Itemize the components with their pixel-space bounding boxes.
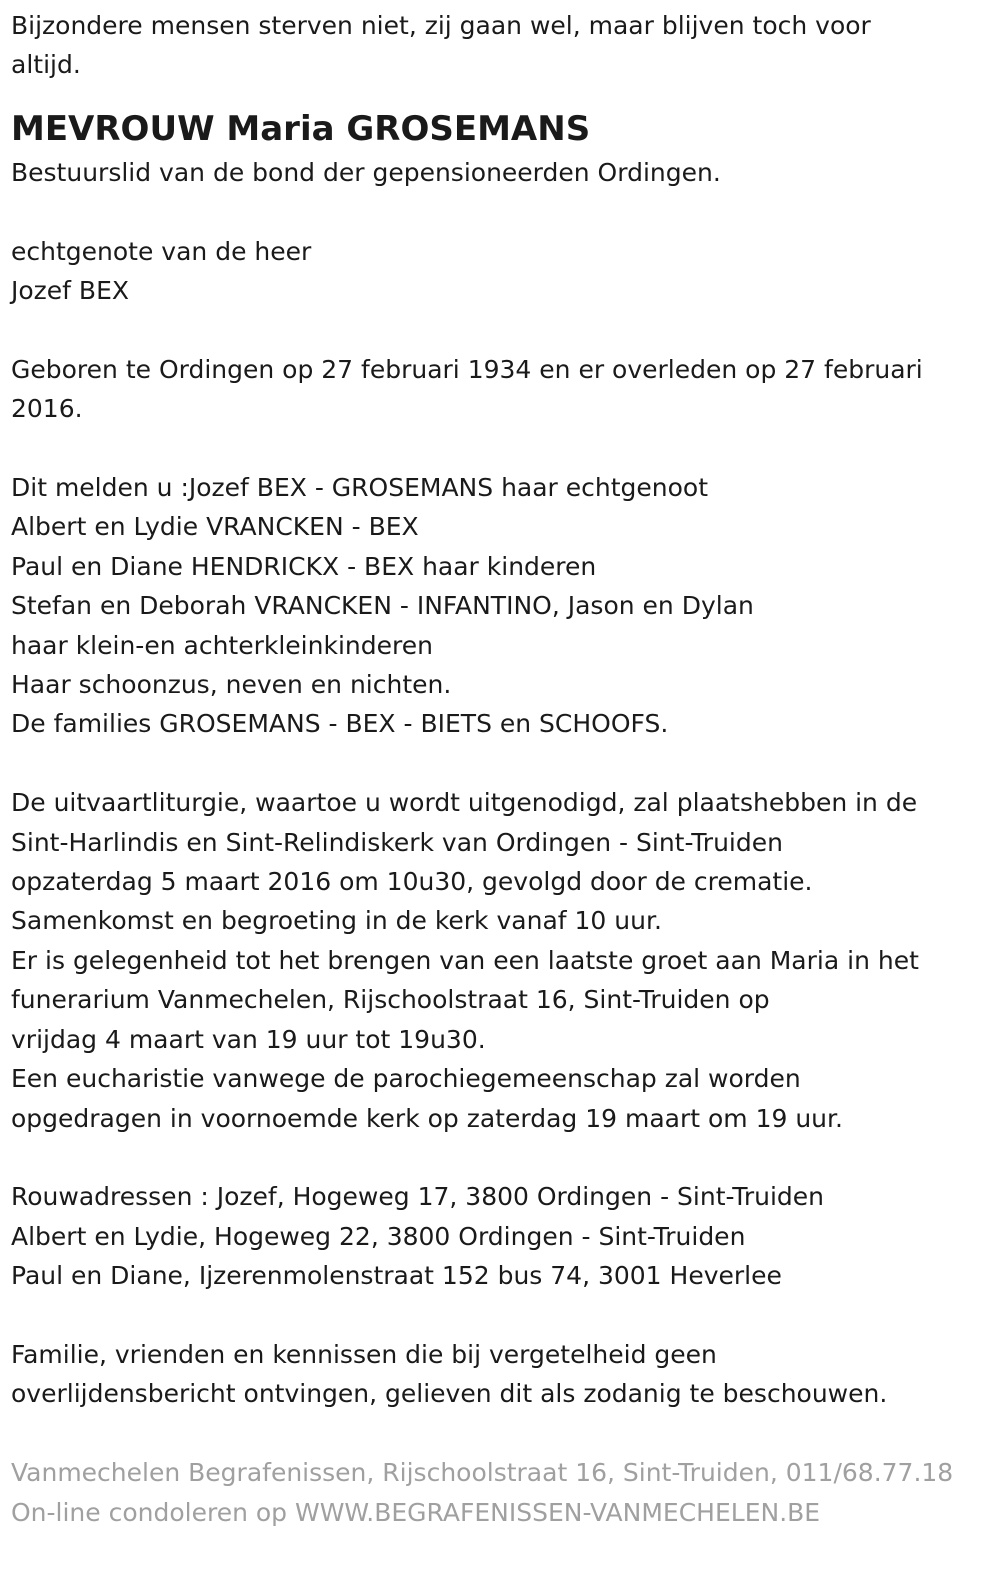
spacer <box>11 1138 988 1177</box>
family-line: Paul en Diane HENDRICKX - BEX haar kinderen <box>11 551 597 581</box>
closing-line: overlijdensbericht ontvingen, gelieven dit als zodanig te beschouwen. <box>11 1379 888 1409</box>
footer-condolence-link[interactable]: On-line condoleren op WWW.BEGRAFENISSEN-VANMECHELEN.BE <box>11 1497 821 1527</box>
spacer <box>11 429 988 468</box>
address-line: Albert en Lydie, Hogeweg 22, 3800 Ordingen - Sint-Truiden <box>11 1221 746 1251</box>
family-block <box>11 468 988 744</box>
ceremony-line: opzaterdag 5 maart 2016 om 10u30, gevolgd door de crematie. <box>11 867 813 897</box>
ceremony-block <box>11 783 988 1138</box>
family-line: haar klein-en achterkleinkinderen <box>11 630 433 660</box>
subtitle: Bestuurslid van de bond der gepensioneerden Ordingen. <box>11 157 721 187</box>
motto-line: altijd. <box>11 50 81 80</box>
spouse-line: echtgenote van de heer <box>11 236 312 266</box>
birth-death-line: Geboren te Ordingen op 27 februari 1934 en er overleden op 27 februari <box>11 354 923 384</box>
ceremony-line: vrijdag 4 maart van 19 uur tot 19u30. <box>11 1024 486 1054</box>
spacer <box>11 744 988 783</box>
footer <box>11 1453 988 1532</box>
family-line: Stefan en Deborah VRANCKEN - INFANTINO, Jason en Dylan <box>11 591 754 621</box>
page-title: MEVROUW Maria GROSEMANS <box>11 108 591 149</box>
spouse-block <box>11 232 988 311</box>
address-line: Paul en Diane, Ijzerenmolenstraat 152 bus 74, 3001 Heverlee <box>11 1261 782 1291</box>
ceremony-line: Sint-Harlindis en Sint-Relindiskerk van Ordingen - Sint-Truiden <box>11 827 783 857</box>
spacer <box>11 1296 988 1335</box>
ceremony-line: opgedragen in voornoemde kerk op zaterdag 19 maart om 19 uur. <box>11 1103 843 1133</box>
motto <box>11 6 988 85</box>
closing-block <box>11 1335 988 1414</box>
addresses-block <box>11 1177 988 1295</box>
ceremony-line: Samenkomst en begroeting in de kerk vanaf 10 uur. <box>11 906 662 936</box>
ceremony-line: funerarium Vanmechelen, Rijschoolstraat 16, Sint-Truiden op <box>11 985 770 1015</box>
spacer <box>11 192 988 231</box>
family-line: Dit melden u :Jozef BEX - GROSEMANS haar echtgenoot <box>11 473 709 503</box>
birth-death-block <box>11 350 988 429</box>
family-line: De families GROSEMANS - BEX - BIETS en SCHOOFS. <box>11 709 669 739</box>
ceremony-line: Er is gelegenheid tot het brengen van een laatste groet aan Maria in het <box>11 945 919 975</box>
closing-line: Familie, vrienden en kennissen die bij vergetelheid geen <box>11 1339 717 1369</box>
family-line: Albert en Lydie VRANCKEN - BEX <box>11 512 419 542</box>
birth-death-line: 2016. <box>11 394 83 424</box>
spacer <box>11 1414 988 1453</box>
motto-line: Bijzondere mensen sterven niet, zij gaan wel, maar blijven toch voor <box>11 11 871 40</box>
ceremony-line: De uitvaartliturgie, waartoe u wordt uitgenodigd, zal plaatshebben in de <box>11 788 918 818</box>
spacer <box>11 310 988 349</box>
footer-contact: Vanmechelen Begrafenissen, Rijschoolstraat 16, Sint-Truiden, 011/68.77.18 <box>11 1458 954 1488</box>
family-line: Haar schoonzus, neven en nichten. <box>11 670 452 700</box>
spouse-line: Jozef BEX <box>11 276 129 306</box>
ceremony-line: Een eucharistie vanwege de parochiegemeenschap zal worden <box>11 1064 801 1094</box>
address-line: Rouwadressen : Jozef, Hogeweg 17, 3800 Ordingen - Sint-Truiden <box>11 1182 824 1212</box>
